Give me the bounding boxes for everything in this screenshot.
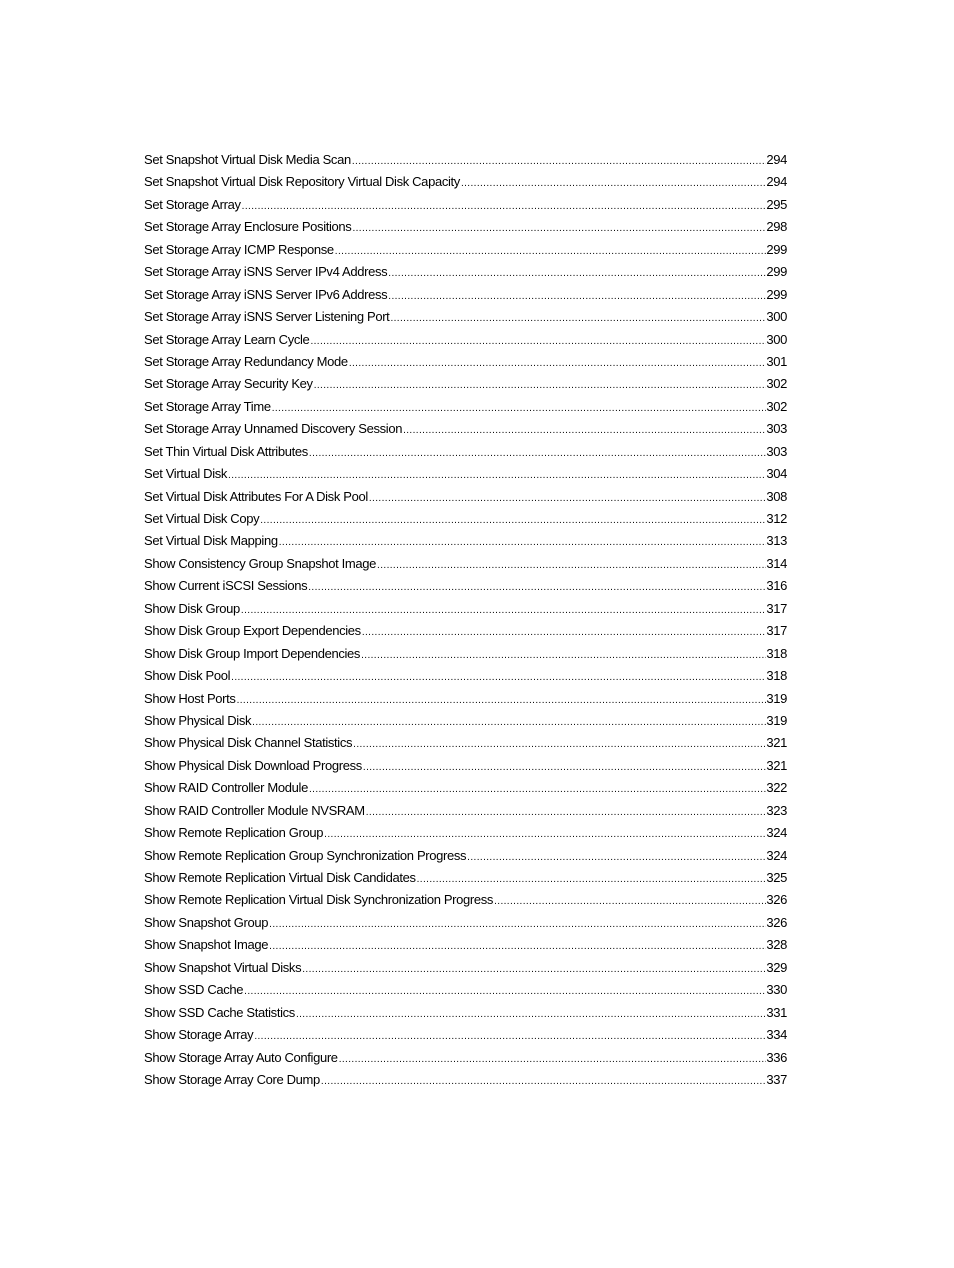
- toc-entry[interactable]: [144, 688, 787, 710]
- toc-entry-title[interactable]: Set Virtual Disk Copy: [144, 511, 260, 526]
- toc-entry[interactable]: [144, 171, 787, 193]
- toc-dot-leader: [361, 645, 766, 665]
- toc-dot-leader: [252, 712, 766, 732]
- toc-entry-page-number[interactable]: 317: [766, 600, 787, 616]
- toc-dot-leader: [272, 398, 767, 418]
- toc-dot-leader: [254, 1026, 766, 1046]
- toc-entry-title[interactable]: Set Storage Array Redundancy Mode: [144, 353, 348, 369]
- toc-entry-title[interactable]: Set Storage Array ICMP Response: [144, 241, 334, 257]
- toc-entry[interactable]: [144, 643, 787, 665]
- toc-entry[interactable]: [144, 867, 787, 889]
- toc-entry[interactable]: [144, 1047, 787, 1069]
- toc-entry-title[interactable]: Show RAID Controller Module NVSRAM: [144, 802, 365, 818]
- toc-entry-page-number[interactable]: 299: [766, 241, 787, 257]
- toc-entry-title[interactable]: Show SSD Cache: [144, 982, 244, 998]
- toc-entry-title[interactable]: Set Storage Array Time: [144, 398, 271, 414]
- toc-dot-leader: [390, 308, 766, 328]
- toc-entry-title[interactable]: Show Storage Array Auto Configure: [144, 1049, 338, 1065]
- toc-dot-leader: [403, 420, 766, 440]
- toc-entry-page-number[interactable]: 330: [766, 982, 787, 998]
- toc-entry[interactable]: [144, 575, 787, 597]
- toc-entry[interactable]: [144, 665, 787, 687]
- toc-entry-title[interactable]: Set Virtual Disk Mapping: [144, 533, 278, 549]
- toc-entry-title[interactable]: Set Storage Array Enclosure Positions: [144, 219, 352, 235]
- toc-dot-leader: [309, 443, 766, 463]
- toc-entry-page-number[interactable]: 302: [766, 376, 787, 392]
- toc-dot-leader: [310, 331, 766, 351]
- toc-entry-page-number[interactable]: 294: [766, 152, 787, 167]
- toc-entry-title[interactable]: Show Disk Group: [144, 600, 240, 616]
- toc-entry-page-number[interactable]: 300: [766, 331, 787, 347]
- toc-entry[interactable]: [144, 1069, 787, 1091]
- toc-entry-page-number[interactable]: 317: [766, 623, 787, 639]
- toc-entry[interactable]: [144, 957, 787, 979]
- toc-entry-page-number[interactable]: 314: [766, 555, 787, 571]
- toc-dot-leader: [362, 622, 767, 642]
- toc-entry-page-number[interactable]: 299: [766, 286, 787, 302]
- toc-dot-leader: [417, 869, 767, 889]
- toc-entry[interactable]: [144, 239, 787, 261]
- toc-dot-leader: [377, 555, 766, 575]
- toc-entry-page-number[interactable]: 301: [766, 353, 787, 369]
- toc-entry[interactable]: [144, 979, 787, 1001]
- toc-entry-title[interactable]: Set Virtual Disk: [144, 466, 228, 482]
- toc-entry-page-number[interactable]: 303: [766, 443, 787, 459]
- toc-dot-leader: [352, 151, 767, 171]
- toc-entry-page-number[interactable]: 336: [766, 1049, 787, 1065]
- toc-dot-leader: [335, 241, 767, 261]
- toc-entry[interactable]: [144, 934, 787, 956]
- toc-entry-title[interactable]: Show Consistency Group Snapshot Image: [144, 555, 377, 571]
- toc-dot-leader: [314, 375, 767, 395]
- toc-dot-leader: [241, 600, 766, 620]
- toc-entry-title[interactable]: Show RAID Controller Module: [144, 780, 308, 796]
- toc-dot-leader: [244, 981, 766, 1001]
- toc-entry-page-number[interactable]: 325: [766, 870, 787, 885]
- toc-entry[interactable]: [144, 149, 787, 171]
- toc-entry-title[interactable]: Show Disk Group Export Dependencies: [144, 623, 361, 639]
- toc-dot-leader: [242, 196, 767, 216]
- toc-dot-leader: [321, 1071, 766, 1091]
- toc-entry-page-number[interactable]: 321: [766, 757, 787, 773]
- toc-entry-title[interactable]: Set Storage Array: [144, 196, 241, 212]
- toc-dot-leader: [363, 757, 766, 777]
- toc-entry-page-number[interactable]: 324: [766, 825, 787, 841]
- toc-entry-title[interactable]: Set Virtual Disk Attributes For A Disk Pool: [144, 488, 368, 504]
- toc-entry-title[interactable]: Show Storage Array: [144, 1027, 254, 1043]
- toc-dot-leader: [309, 779, 766, 799]
- toc-dot-leader: [388, 286, 766, 306]
- toc-entry[interactable]: [144, 800, 787, 822]
- toc-entry-title[interactable]: Set Storage Array Learn Cycle: [144, 331, 310, 347]
- toc-entry-page-number[interactable]: 326: [766, 892, 787, 908]
- toc-dot-leader: [237, 690, 767, 710]
- toc-entry-title[interactable]: Set Thin Virtual Disk Attributes: [144, 443, 308, 459]
- toc-entry[interactable]: [144, 486, 787, 508]
- toc-entry-page-number[interactable]: 312: [766, 511, 787, 526]
- toc-entry-title[interactable]: Show Remote Replication Group Synchronization Progress: [144, 847, 467, 863]
- toc-dot-leader: [302, 959, 766, 979]
- toc-dot-leader: [366, 802, 767, 822]
- toc-entry[interactable]: [144, 530, 787, 552]
- toc-entry-title[interactable]: Set Storage Array Security Key: [144, 376, 313, 392]
- toc-entry[interactable]: [144, 598, 787, 620]
- toc-entry[interactable]: [144, 1024, 787, 1046]
- toc-dot-leader: [308, 577, 766, 597]
- toc-dot-leader: [494, 891, 766, 911]
- toc-entry-title[interactable]: Show SSD Cache Statistics: [144, 1004, 295, 1020]
- toc-entry[interactable]: [144, 373, 787, 395]
- toc-dot-leader: [269, 936, 766, 956]
- toc-dot-leader: [339, 1049, 767, 1069]
- toc-entry-page-number[interactable]: 334: [766, 1027, 787, 1043]
- toc-entry-title[interactable]: Show Snapshot Virtual Disks: [144, 959, 302, 975]
- toc-dot-leader: [352, 218, 766, 238]
- toc-entry[interactable]: [144, 284, 787, 306]
- toc-entry[interactable]: [144, 351, 787, 373]
- toc-entry-title[interactable]: Show Remote Replication Virtual Disk Candidates: [144, 870, 416, 885]
- toc-entry[interactable]: [144, 508, 787, 530]
- toc-entry[interactable]: [144, 845, 787, 867]
- toc-entry[interactable]: [144, 441, 787, 463]
- toc-entry[interactable]: [144, 1002, 787, 1024]
- toc-dot-leader: [467, 847, 766, 867]
- toc-entry-title[interactable]: Show Remote Replication Group: [144, 825, 324, 841]
- toc-dot-leader: [388, 263, 766, 283]
- toc-entry-title[interactable]: Show Host Ports: [144, 690, 236, 706]
- toc-dot-leader: [260, 510, 766, 530]
- toc-entry-title[interactable]: Show Disk Pool: [144, 668, 231, 684]
- toc-entry[interactable]: [144, 710, 787, 732]
- toc-entry-page-number[interactable]: 303: [766, 421, 787, 437]
- toc-entry[interactable]: [144, 396, 787, 418]
- toc-entry-page-number[interactable]: 319: [766, 712, 787, 728]
- table-of-contents: [144, 149, 787, 1091]
- toc-dot-leader: [349, 353, 767, 373]
- toc-dot-leader: [279, 532, 767, 552]
- toc-entry-page-number[interactable]: 308: [766, 488, 787, 504]
- toc-entry[interactable]: [144, 261, 787, 283]
- toc-entry-title[interactable]: Set Storage Array iSNS Server Listening Port: [144, 309, 390, 325]
- toc-entry[interactable]: [144, 732, 787, 754]
- toc-entry-title[interactable]: Show Snapshot Image: [144, 937, 269, 953]
- toc-entry[interactable]: [144, 194, 787, 216]
- toc-entry-page-number[interactable]: 295: [766, 196, 787, 212]
- toc-dot-leader: [228, 465, 766, 485]
- toc-entry-page-number[interactable]: 304: [766, 466, 787, 482]
- toc-entry-page-number[interactable]: 328: [766, 937, 787, 953]
- toc-entry-page-number[interactable]: 300: [766, 309, 787, 325]
- toc-entry[interactable]: [144, 755, 787, 777]
- toc-dot-leader: [324, 824, 766, 844]
- toc-entry[interactable]: [144, 216, 787, 238]
- toc-entry-title[interactable]: Show Physical Disk Channel Statistics: [144, 735, 353, 751]
- toc-dot-leader: [353, 734, 766, 754]
- toc-entry-title[interactable]: Show Snapshot Group: [144, 914, 269, 930]
- toc-entry-page-number[interactable]: 337: [766, 1071, 787, 1087]
- toc-entry-page-number[interactable]: 318: [766, 668, 787, 684]
- toc-entry-page-number[interactable]: 316: [766, 578, 787, 594]
- toc-entry-page-number[interactable]: 313: [766, 533, 787, 549]
- toc-entry-title[interactable]: Show Storage Array Core Dump: [144, 1071, 320, 1087]
- toc-dot-leader: [231, 667, 766, 687]
- toc-entry-title[interactable]: Set Storage Array Unnamed Discovery Session: [144, 421, 403, 437]
- toc-entry-page-number[interactable]: 323: [766, 802, 787, 818]
- toc-entry[interactable]: [144, 822, 787, 844]
- toc-entry-title[interactable]: Show Disk Group Import Dependencies: [144, 645, 361, 661]
- toc-dot-leader: [369, 488, 766, 508]
- toc-entry[interactable]: [144, 912, 787, 934]
- toc-entry-page-number[interactable]: 318: [766, 645, 787, 661]
- toc-entry-title[interactable]: Show Current iSCSI Sessions: [144, 578, 308, 594]
- toc-entry-page-number[interactable]: 294: [766, 174, 787, 190]
- toc-entry[interactable]: [144, 463, 787, 485]
- toc-entry-title[interactable]: Set Storage Array iSNS Server IPv4 Address: [144, 264, 388, 280]
- toc-dot-leader: [296, 1004, 766, 1024]
- toc-entry-page-number[interactable]: 331: [766, 1004, 787, 1020]
- toc-entry-page-number[interactable]: 329: [766, 959, 787, 975]
- toc-dot-leader: [461, 173, 766, 193]
- toc-entry-title[interactable]: Show Remote Replication Virtual Disk Synchronization Progress: [144, 892, 494, 908]
- toc-entry[interactable]: [144, 777, 787, 799]
- toc-entry[interactable]: [144, 889, 787, 911]
- toc-entry[interactable]: [144, 329, 787, 351]
- toc-entry[interactable]: [144, 620, 787, 642]
- toc-entry-title[interactable]: Show Physical Disk: [144, 712, 252, 728]
- toc-entry[interactable]: [144, 553, 787, 575]
- toc-entry-page-number[interactable]: 319: [766, 690, 787, 706]
- toc-entry[interactable]: [144, 306, 787, 328]
- toc-entry-page-number[interactable]: 322: [766, 780, 787, 796]
- toc-entry-title[interactable]: Set Storage Array iSNS Server IPv6 Address: [144, 286, 388, 302]
- toc-entry-page-number[interactable]: 321: [766, 735, 787, 751]
- toc-entry-page-number[interactable]: 298: [766, 219, 787, 235]
- toc-entry[interactable]: [144, 418, 787, 440]
- toc-entry-page-number[interactable]: 324: [766, 847, 787, 863]
- toc-entry-title[interactable]: Set Snapshot Virtual Disk Media Scan: [144, 152, 351, 167]
- toc-entry-page-number[interactable]: 302: [766, 398, 787, 414]
- toc-entry-page-number[interactable]: 326: [766, 914, 787, 930]
- toc-entry-title[interactable]: Set Snapshot Virtual Disk Repository Virtual Disk Capacity: [144, 174, 460, 190]
- toc-entry-page-number[interactable]: 299: [766, 264, 787, 280]
- toc-dot-leader: [269, 914, 766, 934]
- toc-entry-title[interactable]: Show Physical Disk Download Progress: [144, 757, 362, 773]
